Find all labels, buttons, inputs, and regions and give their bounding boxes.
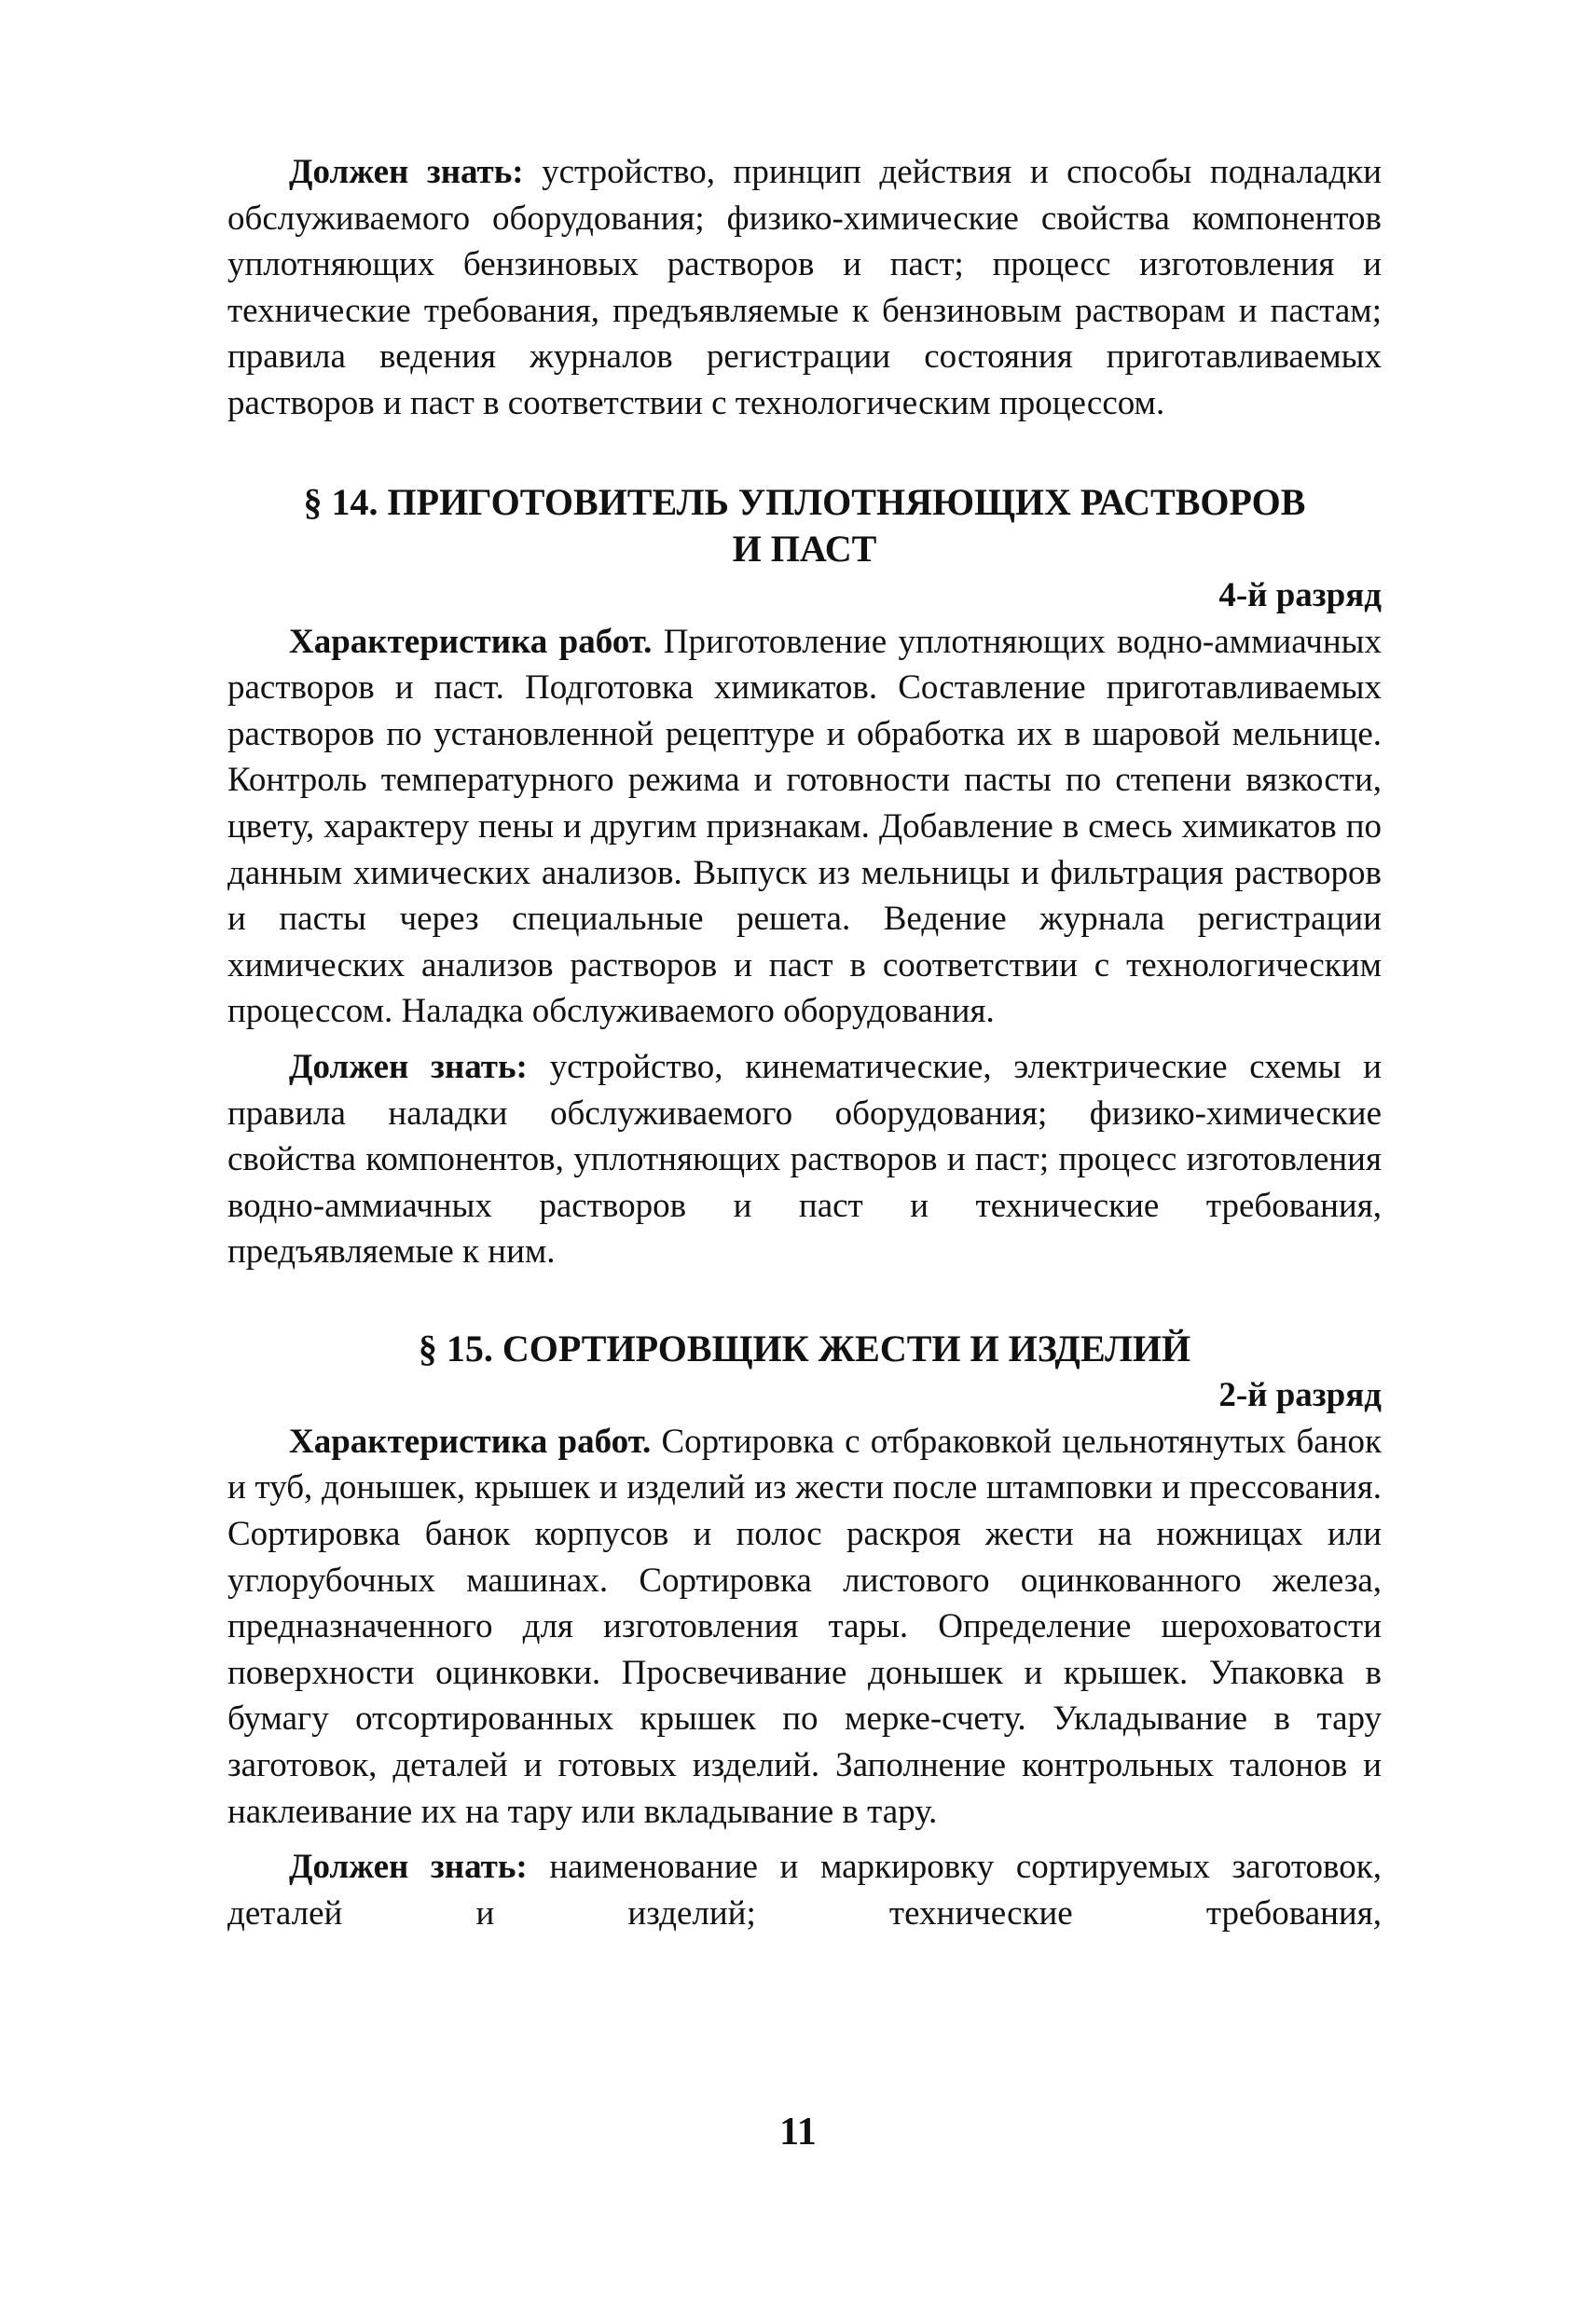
section-15-work-lead: Характеристика работ. [289, 1422, 652, 1461]
section-15-work-text: Сортировка с отбраковкой цельнотянутых банок и туб, донышек, крышек и изделий из жести после штамповки и прессования. Сортировка банок корпусов и полос раскроя жести на ножницах или углорубочных машинах. Сортировка листового оцинкованного железа, предназначенного для изготовления тары. Определение шероховатости поверхности оцинковки. Просвечивание донышек и крышек. Упаковка в бумагу отсортированных крышек по мерке-счету. Укладывание в тару заготовок, деталей и готовых изделий. Заполнение контрольных талонов и наклеивание их на тару или вкладывание в тару. [227, 1422, 1383, 1831]
section-15-rank: 2-й разряд [1218, 1375, 1382, 1414]
section-14-rank: 4-й разряд [1218, 575, 1382, 614]
document-page [227, 149, 1382, 1936]
section-14-title [227, 479, 1382, 572]
section-14-knowledge-paragraph [227, 1044, 1382, 1275]
intro-knowledge-text: устройство, принцип действия и способы подналадки обслуживаемого оборудования; физико-химические свойства компонентов уплотняющих бензиновых растворов и паст; процесс изготовления и технические требования, предъявляемые к бензиновым растворам и пастам; правила ведения журналов регистрации состояния приготавливаемых растворов и паст в соответствии с технологическим процессом. [227, 153, 1382, 422]
section-14-work-lead: Характеристика работ. [289, 622, 653, 661]
page-number: 11 [779, 2111, 817, 2154]
intro-knowledge-paragraph [227, 149, 1382, 427]
intro-knowledge-lead: Должен знать: [289, 153, 524, 191]
section-15-knowledge-lead: Должен знать: [289, 1848, 528, 1887]
section-14-knowledge-text: устройство, кинематические, электрические схемы и правила наладки обслуживаемого оборудования; физико-химические свойства компонентов, уплотняющих растворов и паст; процесс изготовления водно-аммиачных растворов и паст и технические требования, предъявляемые к ним. [227, 1047, 1382, 1272]
section-15-knowledge-text: наименование и маркировку сортируемых заготовок, деталей и изделий; технические требования, [227, 1848, 1382, 1933]
section-14-work-text: Приготовление уплотняющих водно-аммиачных растворов и паст. Подготовка химикатов. Составление приготавливаемых растворов по установленной рецептуре и обработка их в шаровой мельнице. Контроль температурного режима и готовности пасты по степени вязкости, цвету, характеру пены и другим признакам. Добавление в смесь химикатов по данным химических анализов. Выпуск из мельницы и фильтрация растворов и пасты через специальные решета. Ведение журнала регистрации химических анализов растворов и паст в соответствии с технологическим процессом. Наладка обслуживаемого оборудования. [227, 622, 1383, 1031]
section-15-work-paragraph [227, 1419, 1382, 1835]
section-15-title: § 15. СОРТИРОВЩИК ЖЕСТИ И ИЗДЕЛИЙ [418, 1327, 1191, 1369]
section-14-work-paragraph [227, 619, 1382, 1035]
section-15-knowledge-paragraph [227, 1844, 1382, 1936]
section-14-title-line-1: § 14. ПРИГОТОВИТЕЛЬ УПЛОТНЯЮЩИХ РАСТВОРОВ [303, 480, 1306, 523]
section-14-title-line-2: И ПАСТ [732, 527, 877, 570]
section-14-knowledge-lead: Должен знать: [289, 1047, 528, 1086]
